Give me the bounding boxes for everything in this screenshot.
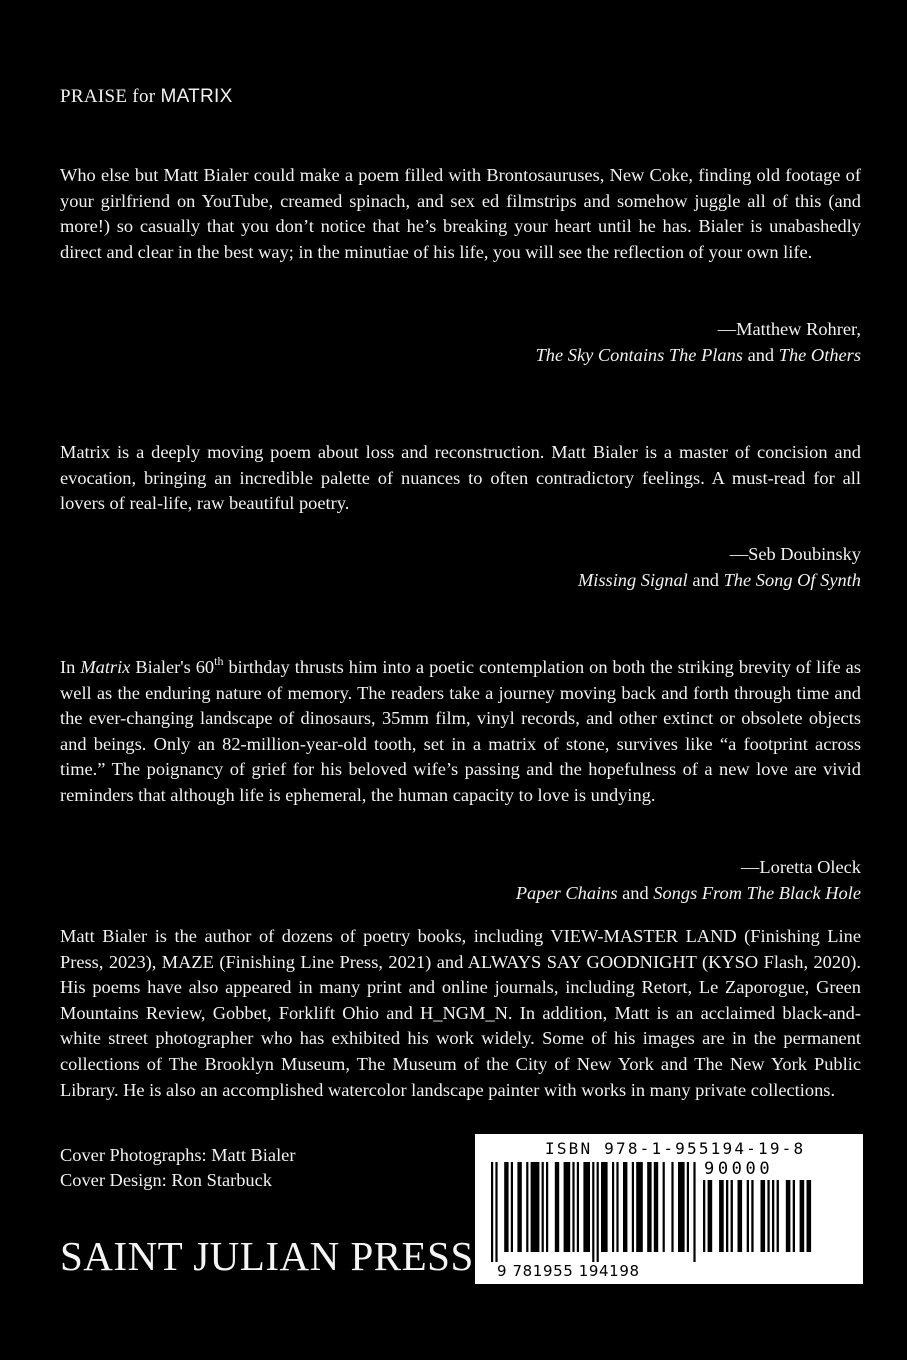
barcode-bar — [577, 1162, 579, 1252]
price-addon-digits: 90000 — [704, 1159, 774, 1179]
review-2-author: —Seb Doubinsky — [729, 544, 861, 564]
publisher-name: SAINT JULIAN PRESS — [60, 1233, 474, 1279]
barcode-bar — [592, 1162, 594, 1262]
review-3-works: Paper Chains and Songs From The Black Hole — [515, 882, 861, 903]
review-2-text: Matrix is a deeply moving poem about loss and reconstruction. Matt Bialer is a master of concision and evocation, bringing an incredible palette of nuances to often contradictory feelings. A must-read for all lovers of real-life, raw beautiful poetry. — [60, 442, 861, 514]
barcode-bar — [623, 1162, 627, 1252]
barcode-bar — [687, 1162, 689, 1252]
barcode-bar — [663, 1162, 665, 1252]
cover-credits — [60, 1143, 295, 1193]
review-3-text: In Matrix Bialer's 60th birthday thrusts him into a poetic contemplation on both the striking brevity of life as well as the enduring nature of memory. The readers take a journey moving back and forth through time and the ever-changing landscape of dinosaurs, 35mm film, vinyl records, and other extinct or obsolete objects and beings. Only an 82-million-year-old tooth, set in a matrix of stone, survives like “a footprint across time.” The poignancy of grief for his beloved wife’s passing and the hopefulness of a new love are vivid reminders that although life is ephemeral, the human capacity to love is undying. — [60, 654, 861, 805]
review-1-work-2: The Others — [778, 344, 861, 365]
barcode-bar — [793, 1180, 795, 1252]
barcode-bar — [504, 1162, 508, 1252]
barcode-bar — [761, 1180, 766, 1252]
barcode-bar — [495, 1162, 497, 1262]
review-3-author: —Loretta Oleck — [741, 857, 861, 877]
barcode-bar — [731, 1180, 733, 1252]
barcode-bar — [800, 1180, 805, 1252]
ean-barcode-bars — [491, 1162, 697, 1262]
barcode-bar — [671, 1162, 673, 1252]
barcode-bar — [751, 1180, 753, 1252]
barcode-bar — [511, 1162, 513, 1252]
barcode-bar — [738, 1180, 743, 1252]
review-3-title: Matrix — [80, 657, 131, 677]
barcode-bar — [654, 1162, 658, 1252]
barcode-bar — [708, 1180, 713, 1252]
review-2-work-2: The Song Of Synth — [723, 569, 861, 590]
barcode-bar — [542, 1162, 544, 1252]
barcode-bar — [616, 1162, 618, 1252]
barcode-bar — [526, 1162, 528, 1252]
author-bio: Matt Bialer is the author of dozens of poetry books, including VIEW-MASTER LAND (Finishing Line Press, 2023), MAZE (Finishing Line Press, 2021) and ALWAYS SAY GOODNIGHT (KYSO Flash, 2020). His poems have also appeared in many print and online journals, including Retort, Le Zaporogue, Green Mountains Review, Gobbet, Forklift Ohio and H_NGM_N. In addition, Matt is an acclaimed black-and-white street photographer who has exhibited his work widely. Some of his images are in the permanent collections of The Brooklyn Museum, The Museum of the City of New York and The New York Public Library. He is also an accomplished watercolor landscape painter with works in many private collections. — [60, 926, 861, 1100]
barcode-bar — [807, 1180, 812, 1252]
review-3-work-1: Paper Chains — [515, 882, 618, 903]
praise-book-title: MATRIX — [160, 86, 233, 107]
barcode-bar — [693, 1162, 695, 1262]
review-1-author: —Matthew Rohrer, — [717, 319, 861, 339]
barcode-bar — [703, 1180, 705, 1252]
isbn-barcode — [475, 1134, 863, 1284]
barcode-bar — [491, 1162, 493, 1262]
barcode-bar — [601, 1162, 608, 1252]
barcode-bar — [572, 1162, 574, 1252]
review-1-works: The Sky Contains The Plans and The Others — [535, 344, 861, 365]
review-3-attribution — [516, 855, 861, 906]
review-2-attribution — [578, 542, 861, 593]
review-3-work-2: Songs From The Black Hole — [653, 882, 861, 903]
barcode-bar — [647, 1162, 651, 1252]
cover-photographs-credit: Cover Photographs: Matt Bialer — [60, 1145, 296, 1165]
barcode-bar — [555, 1162, 559, 1252]
barcode-bar — [777, 1180, 779, 1252]
review-1-work-1: The Sky Contains The Plans — [535, 344, 743, 365]
ean-digits: 9 781955 194198 — [497, 1262, 640, 1280]
isbn-number: ISBN 978-1-955194-19-8 — [545, 1139, 806, 1158]
barcode-bar — [583, 1162, 590, 1252]
barcode-bar — [772, 1180, 774, 1252]
review-1-attribution — [536, 317, 861, 368]
barcode-bar — [719, 1180, 724, 1252]
addon-barcode-bars — [703, 1180, 831, 1262]
cover-design-credit: Cover Design: Ron Starbuck — [60, 1170, 272, 1190]
barcode-bar — [517, 1162, 521, 1252]
barcode-bar — [612, 1162, 614, 1252]
barcode-bar — [597, 1162, 599, 1262]
barcode-bar — [632, 1162, 634, 1252]
review-2-works: Missing Signal and The Song Of Synth — [577, 569, 861, 590]
barcode-bar — [767, 1180, 769, 1252]
review-2-work-1: Missing Signal — [577, 569, 688, 590]
barcode-bar — [546, 1162, 548, 1252]
barcode-bar — [636, 1162, 643, 1252]
barcode-bar — [564, 1162, 571, 1252]
barcode-bar — [531, 1162, 540, 1252]
barcode-bar — [747, 1180, 749, 1252]
praise-prefix: PRAISE for — [60, 86, 156, 107]
barcode-bar — [786, 1180, 791, 1252]
barcode-bar — [678, 1162, 685, 1252]
barcode-bar — [726, 1180, 728, 1252]
praise-heading — [60, 86, 233, 108]
review-1-text: Who else but Matt Bialer could make a poem filled with Brontosauruses, New Coke, finding old footage of your girlfriend on YouTube, creamed spinach, and sex ed filmstrips and somehow juggle all of this (and more!) so casually that you don’t notice that he’s breaking your heart until he has. Bialer is unabashedly direct and clear in the best way; in the minutiae of his life, you will see the reflection of your own life. — [60, 165, 861, 262]
